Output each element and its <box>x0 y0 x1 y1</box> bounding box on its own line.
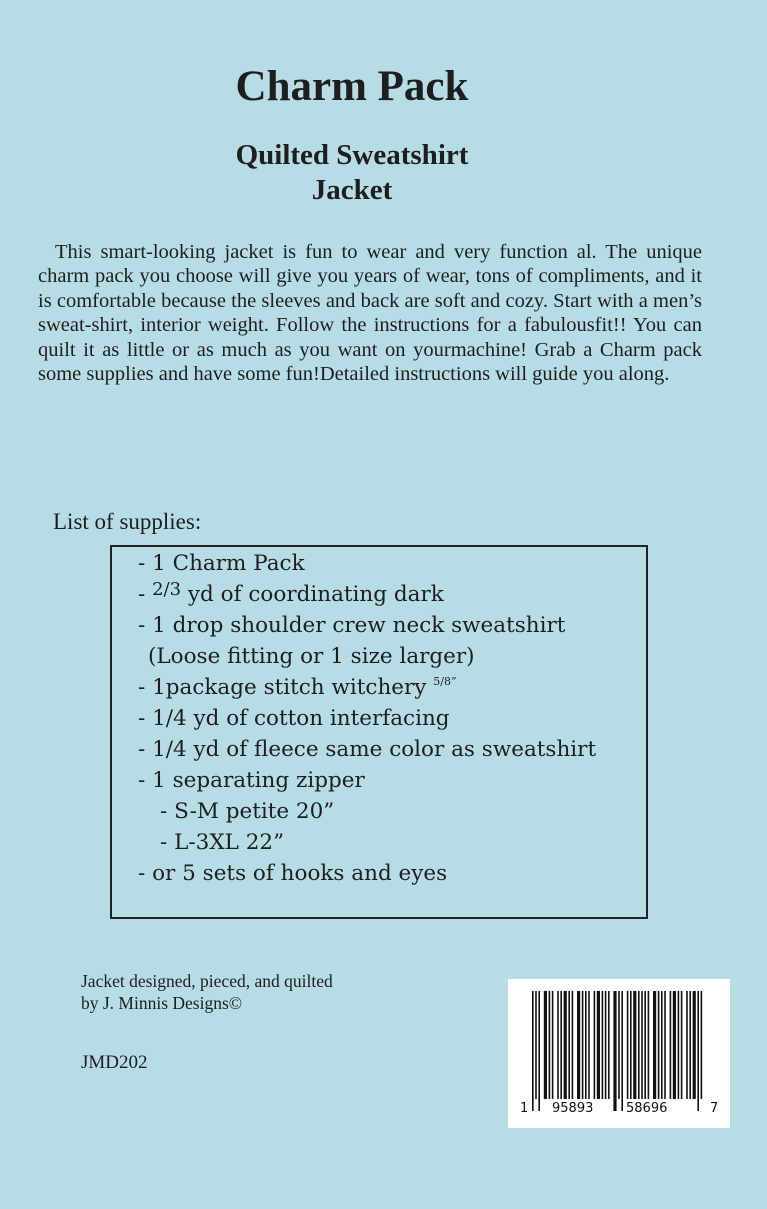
barcode-bar <box>633 991 636 1099</box>
barcode-bar <box>577 991 580 1099</box>
barcode-bar <box>557 991 559 1099</box>
subtitle <box>0 138 704 208</box>
supply-item: - 1/4 yd of fleece same color as sweatshirt <box>138 737 597 762</box>
barcode-bar <box>664 991 666 1099</box>
barcode-bar <box>693 991 696 1099</box>
supplies-label: List of supplies: <box>53 509 202 534</box>
supply-item: - 1 separating zipper <box>138 768 365 793</box>
supply-item-prefix: - <box>138 582 153 607</box>
barcode-bar <box>627 991 629 1099</box>
subtitle-line-2: Jacket <box>311 174 393 206</box>
supply-item-text: yd of coordinating dark <box>181 582 444 607</box>
credit-line-2: by J. Minnis Designs© <box>81 993 243 1013</box>
barcode-bar <box>594 991 596 1099</box>
supply-item <box>138 579 596 610</box>
barcode-bar <box>641 991 643 1099</box>
supply-item <box>138 672 596 703</box>
barcode-bar <box>608 991 610 1099</box>
barcode-bar <box>681 991 683 1099</box>
credit-line-1: Jacket designed, pieced, and quilted <box>81 971 333 991</box>
size-note: 5/8” <box>433 675 457 688</box>
barcode-bar <box>658 991 660 1099</box>
barcode-bar <box>568 991 570 1099</box>
barcode-bar <box>572 991 574 1099</box>
barcode-bar <box>678 991 680 1099</box>
barcode-bar <box>618 991 620 1099</box>
fraction: 2/3 <box>152 579 182 600</box>
barcode-digits <box>508 1101 730 1121</box>
barcode-bar <box>549 991 551 1099</box>
designer-credit <box>81 970 333 1014</box>
barcode-bar <box>697 991 699 1111</box>
barcode-bar <box>653 991 656 1099</box>
barcode-bar <box>538 991 540 1111</box>
barcode-bar <box>648 991 650 1099</box>
barcode-bar <box>670 991 672 1099</box>
barcode-bar <box>673 991 676 1099</box>
barcode-bar <box>535 991 537 1099</box>
barcode-bar <box>560 991 562 1099</box>
barcode-digit-group-2: 58696 <box>626 1101 668 1116</box>
barcode-bar <box>588 991 590 1099</box>
barcode-bar <box>621 991 623 1111</box>
description: This smart-looking jacket is fun to wear and very function al. The unique charm pack you choose will give you years of wear, tons of compliments, and it is comfortable because the sleeves and back are soft and cozy. Start with a men’s sweat-shirt, interior weight. Follow the instructions for a fabulousfit!! You can quilt it as little or as much as you want on yourmachine! Grab a Charm pack some supplies and have some fun!Detailed instructions will guide you along. <box>38 241 702 386</box>
barcode-bar <box>582 991 584 1099</box>
barcode-bar <box>701 991 703 1099</box>
barcode-bar <box>689 991 691 1099</box>
product-code: JMD202 <box>81 1052 148 1073</box>
supply-item: - or 5 sets of hooks and eyes <box>138 861 448 886</box>
barcode-bar <box>544 991 547 1099</box>
subtitle-line-1: Quilted Sweatshirt <box>235 139 469 171</box>
supply-item: - 1/4 yd of cotton interfacing <box>138 706 450 731</box>
supply-item: - 1 drop shoulder crew neck sweatshirt <box>138 613 566 638</box>
supply-item-text: - 1package stitch witchery <box>138 675 434 700</box>
supply-sub-item: - S-M petite 20” <box>160 799 335 824</box>
barcode-bar <box>613 991 616 1111</box>
barcode-bar <box>532 991 534 1111</box>
barcode-digit-left: 1 <box>520 1101 529 1116</box>
barcode-bar <box>552 991 554 1099</box>
title: Charm Pack <box>235 63 469 110</box>
barcode-bar <box>686 991 688 1099</box>
barcode-bar <box>638 991 640 1099</box>
barcode-bar <box>661 991 663 1099</box>
barcode-bar <box>564 991 567 1099</box>
supplies-list <box>138 548 596 889</box>
supply-sub-item: - L-3XL 22” <box>160 830 285 855</box>
barcode-bar <box>602 991 604 1099</box>
supply-item-note: (Loose fitting or 1 size larger) <box>148 644 475 669</box>
barcode-bar <box>605 991 607 1099</box>
barcode-digit-right: 7 <box>710 1101 719 1116</box>
supply-item: - 1 Charm Pack <box>138 551 305 576</box>
barcode-bar <box>597 991 600 1099</box>
barcode-bar <box>585 991 587 1099</box>
barcode-bar <box>630 991 632 1099</box>
barcode <box>508 979 730 1128</box>
barcode-digit-group-1: 95893 <box>552 1101 594 1116</box>
barcode-bar <box>644 991 646 1099</box>
